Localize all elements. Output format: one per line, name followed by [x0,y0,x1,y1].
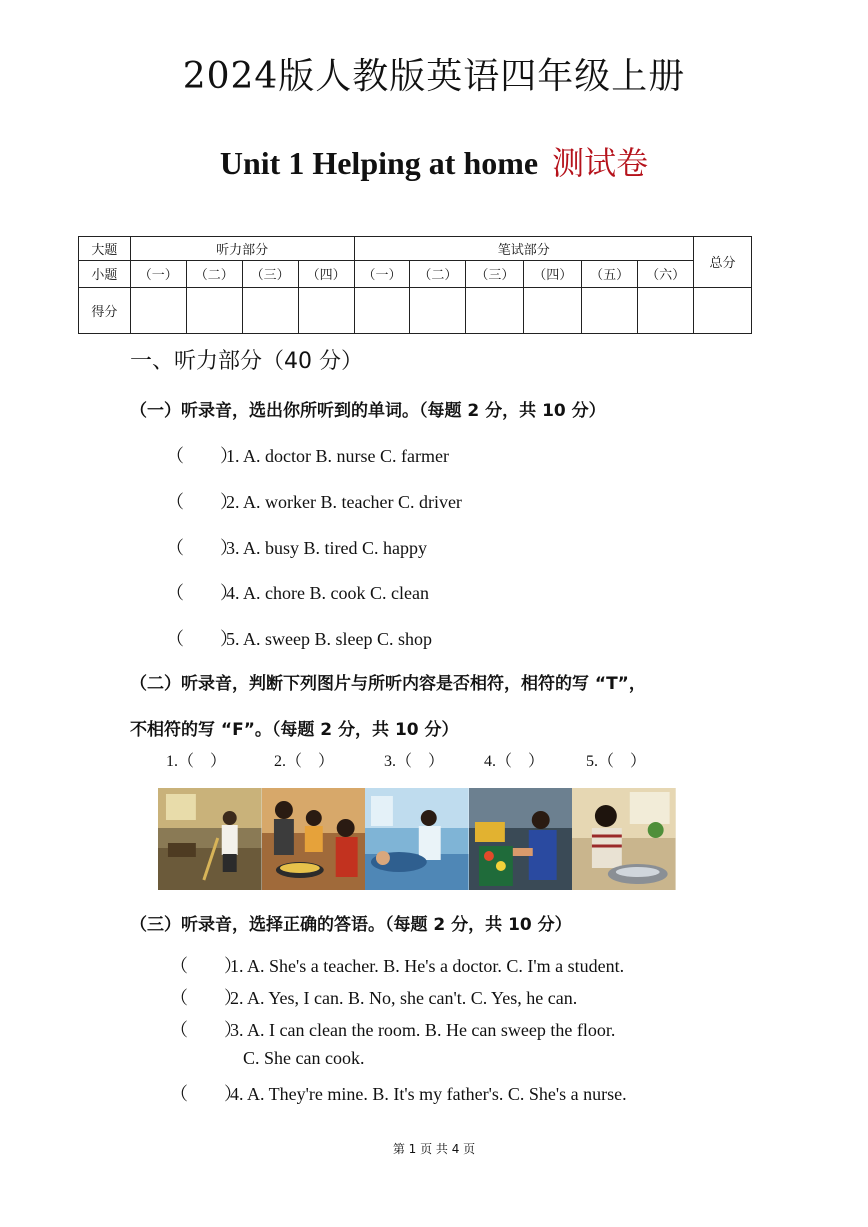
score-cell [298,287,354,333]
picture-worker [469,788,573,890]
listening-part-4: （四） [298,261,354,287]
part1-question [166,488,462,514]
total-header: 总分 [694,237,752,288]
answer-blank: （ ） [166,492,238,512]
answer-blank: （ ） [170,988,242,1008]
part1-question [166,442,449,468]
writing-part-5: （五） [582,261,638,287]
part1-question [166,534,427,560]
question-text: 2. A. worker B. teacher C. driver [226,492,462,512]
score-cell [694,287,752,333]
picture-cooking [262,788,366,890]
part2-heading-line2: 不相符的写 “F”。（每题 2 分，共 10 分） [130,720,459,740]
answer-blank: （ ） [166,629,238,649]
writing-part-1: （一） [354,261,410,287]
answer-blank: （ ） [166,446,238,466]
part3-question [170,952,624,978]
writing-part-4: （四） [524,261,582,287]
row-label-subpart: 小题 [79,261,131,287]
score-cell [130,287,186,333]
writing-part-2: （二） [410,261,466,287]
part2-heading-line1: （二）听录音，判断下列图片与所听内容是否相符，相符的写 “T”， [130,674,646,694]
listening-part-2: （二） [186,261,242,287]
score-cell [638,287,694,333]
listening-header: 听力部分 [130,237,354,261]
score-cell [582,287,638,333]
picture-nurse [365,788,469,890]
answer-blank: （ ） [166,583,238,603]
part1-heading: （一）听录音，选出你所听到的单词。（每题 2 分，共 10 分） [130,401,606,421]
row-label-score: 得分 [79,287,131,333]
page-subtitle [0,138,868,184]
question-text: 3. A. busy B. tired C. happy [226,538,427,558]
part3-heading: （三）听录音，选择正确的答语。（每题 2 分，共 10 分） [130,915,572,935]
score-cell [242,287,298,333]
question-text: 2. A. Yes, I can. B. No, she can't. C. Yes, he can. [230,988,578,1008]
page-footer: 第 1 页 共 4 页 [392,1142,476,1156]
question-text: 4. A. chore B. cook C. clean [226,583,429,603]
picture-washing [572,788,676,890]
score-table [78,236,752,334]
question-text: 1. A. doctor B. nurse C. farmer [226,446,449,466]
section-listening-heading: 一、听力部分（40 分） [130,349,363,374]
listening-part-1: （一） [130,261,186,287]
score-cell [524,287,582,333]
score-cell [354,287,410,333]
picture-sweeping [158,788,262,890]
question-text: 4. A. They're mine. B. It's my father's. C. She's a nurse. [230,1084,627,1104]
part3-question [170,1080,627,1106]
picture-blank-2: 2.（ ） [274,753,335,770]
row-label-category: 大题 [79,237,131,261]
score-cell [186,287,242,333]
question-text: 1. A. She's a teacher. B. He's a doctor. C. I'm a student. [230,956,625,976]
part3-question-continuation [243,1048,364,1069]
unit-title: Unit 1 Helping at home [219,145,539,181]
answer-blank: （ ） [166,538,238,558]
score-cell [466,287,524,333]
page-title: 2024版人教版英语四年级上册 [182,56,686,97]
picture-blank-4: 4.（ ） [484,753,545,770]
test-label: 测试卷 [552,144,649,182]
score-cell [410,287,466,333]
part3-question [170,984,577,1010]
writing-header: 笔试部分 [354,237,694,261]
question-text: 3. A. I can clean the room. B. He can sweep the floor. [230,1020,616,1040]
answer-blank: （ ） [170,1020,242,1040]
picture-blank-1: 1.（ ） [166,753,227,770]
listening-part-3: （三） [242,261,298,287]
writing-part-6: （六） [638,261,694,287]
writing-part-3: （三） [466,261,524,287]
question-text: 5. A. sweep B. sleep C. shop [226,629,432,649]
part1-question [166,625,432,651]
picture-blank-5: 5.（ ） [586,753,647,770]
part1-question [166,579,429,605]
answer-blank: （ ） [170,956,242,976]
answer-blank: （ ） [170,1084,242,1104]
picture-blank-3: 3.（ ） [384,753,445,770]
picture-strip [158,788,676,890]
part3-question [170,1016,615,1042]
question-text: C. She can cook. [243,1048,365,1068]
